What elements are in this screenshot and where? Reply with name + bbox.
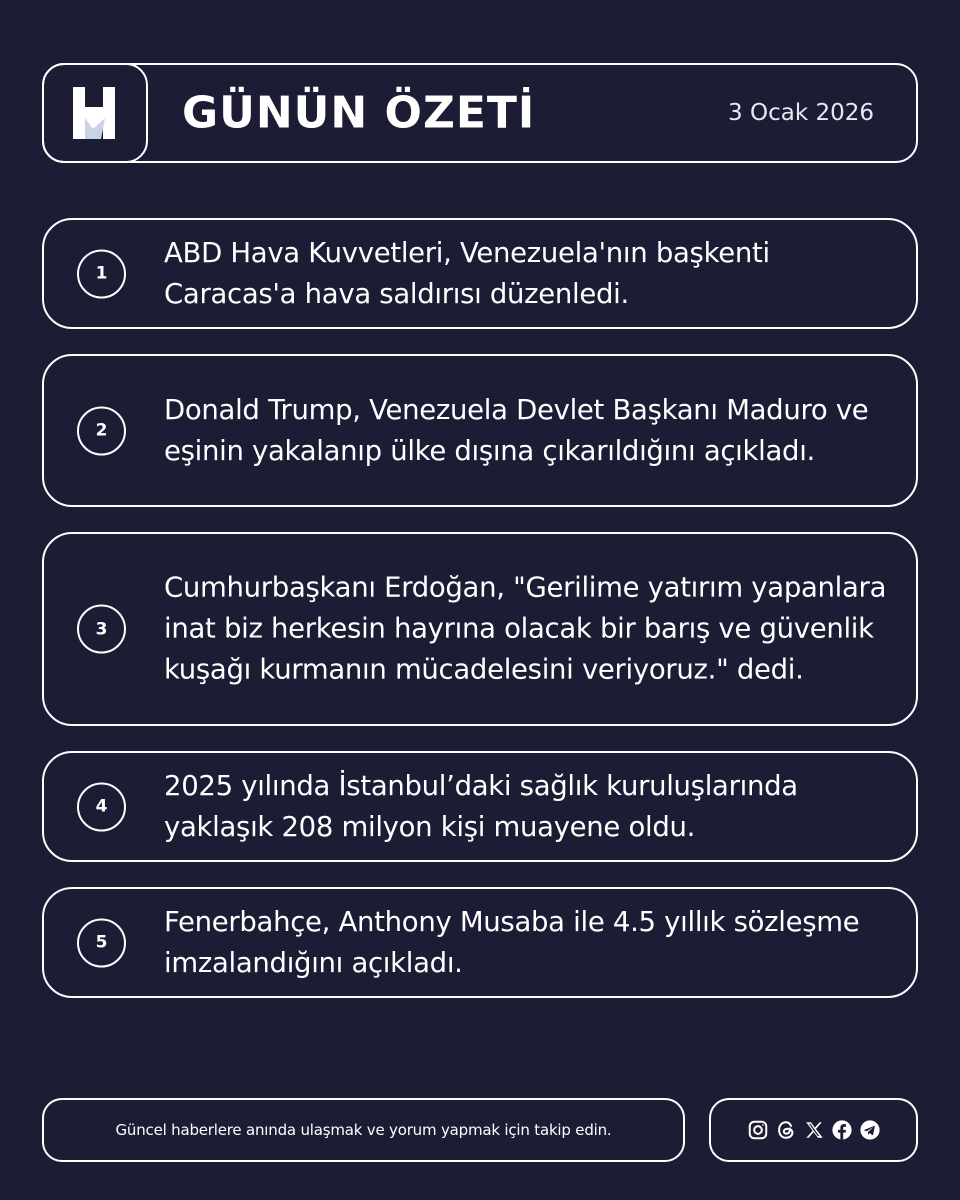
facebook-icon[interactable] bbox=[831, 1119, 853, 1141]
page-title: GÜNÜN ÖZETİ bbox=[182, 87, 536, 139]
news-item-text: Fenerbahçe, Anthony Musaba ile 4.5 yıllık sözleşme imzalandığını açıkladı. bbox=[164, 905, 860, 979]
item-number-badge: 3 bbox=[77, 605, 126, 654]
news-item bbox=[42, 532, 918, 726]
follow-cta-text: Güncel haberlere anında ulaşmak ve yorum yapmak için takip edin. bbox=[115, 1121, 612, 1139]
threads-icon[interactable] bbox=[775, 1119, 797, 1141]
news-item bbox=[42, 354, 918, 507]
item-number-badge: 4 bbox=[77, 782, 126, 831]
news-item bbox=[42, 887, 918, 998]
social-links bbox=[709, 1098, 918, 1162]
header-bar bbox=[42, 63, 918, 163]
telegram-icon[interactable] bbox=[859, 1119, 881, 1141]
news-item-text: ABD Hava Kuvvetleri, Venezuela'nın başkenti Caracas'a hava saldırısı düzenledi. bbox=[164, 236, 770, 310]
h-logo-icon bbox=[71, 85, 119, 141]
item-number-badge: 1 bbox=[77, 249, 126, 298]
x-icon[interactable] bbox=[803, 1119, 825, 1141]
instagram-icon[interactable] bbox=[747, 1119, 769, 1141]
news-item-text: Cumhurbaşkanı Erdoğan, "Gerilime yatırım yapanlara inat biz herkesin hayrına olacak bir barış ve güvenlik kuşağı kurmanın mücadelesini veriyoruz." dedi. bbox=[164, 571, 887, 686]
date-label: 3 Ocak 2026 bbox=[728, 100, 874, 126]
news-item-text: Donald Trump, Venezuela Devlet Başkanı Maduro ve eşinin yakalanıp ülke dışına çıkarıldığını açıkladı. bbox=[164, 393, 869, 467]
item-number-badge: 2 bbox=[77, 406, 126, 455]
news-item bbox=[42, 218, 918, 329]
logo[interactable] bbox=[42, 63, 148, 163]
item-number-badge: 5 bbox=[77, 918, 126, 967]
news-item-text: 2025 yılında İstanbul’daki sağlık kuruluşlarında yaklaşık 208 milyon kişi muayene oldu. bbox=[164, 769, 798, 843]
follow-cta bbox=[42, 1098, 685, 1162]
news-item bbox=[42, 751, 918, 862]
